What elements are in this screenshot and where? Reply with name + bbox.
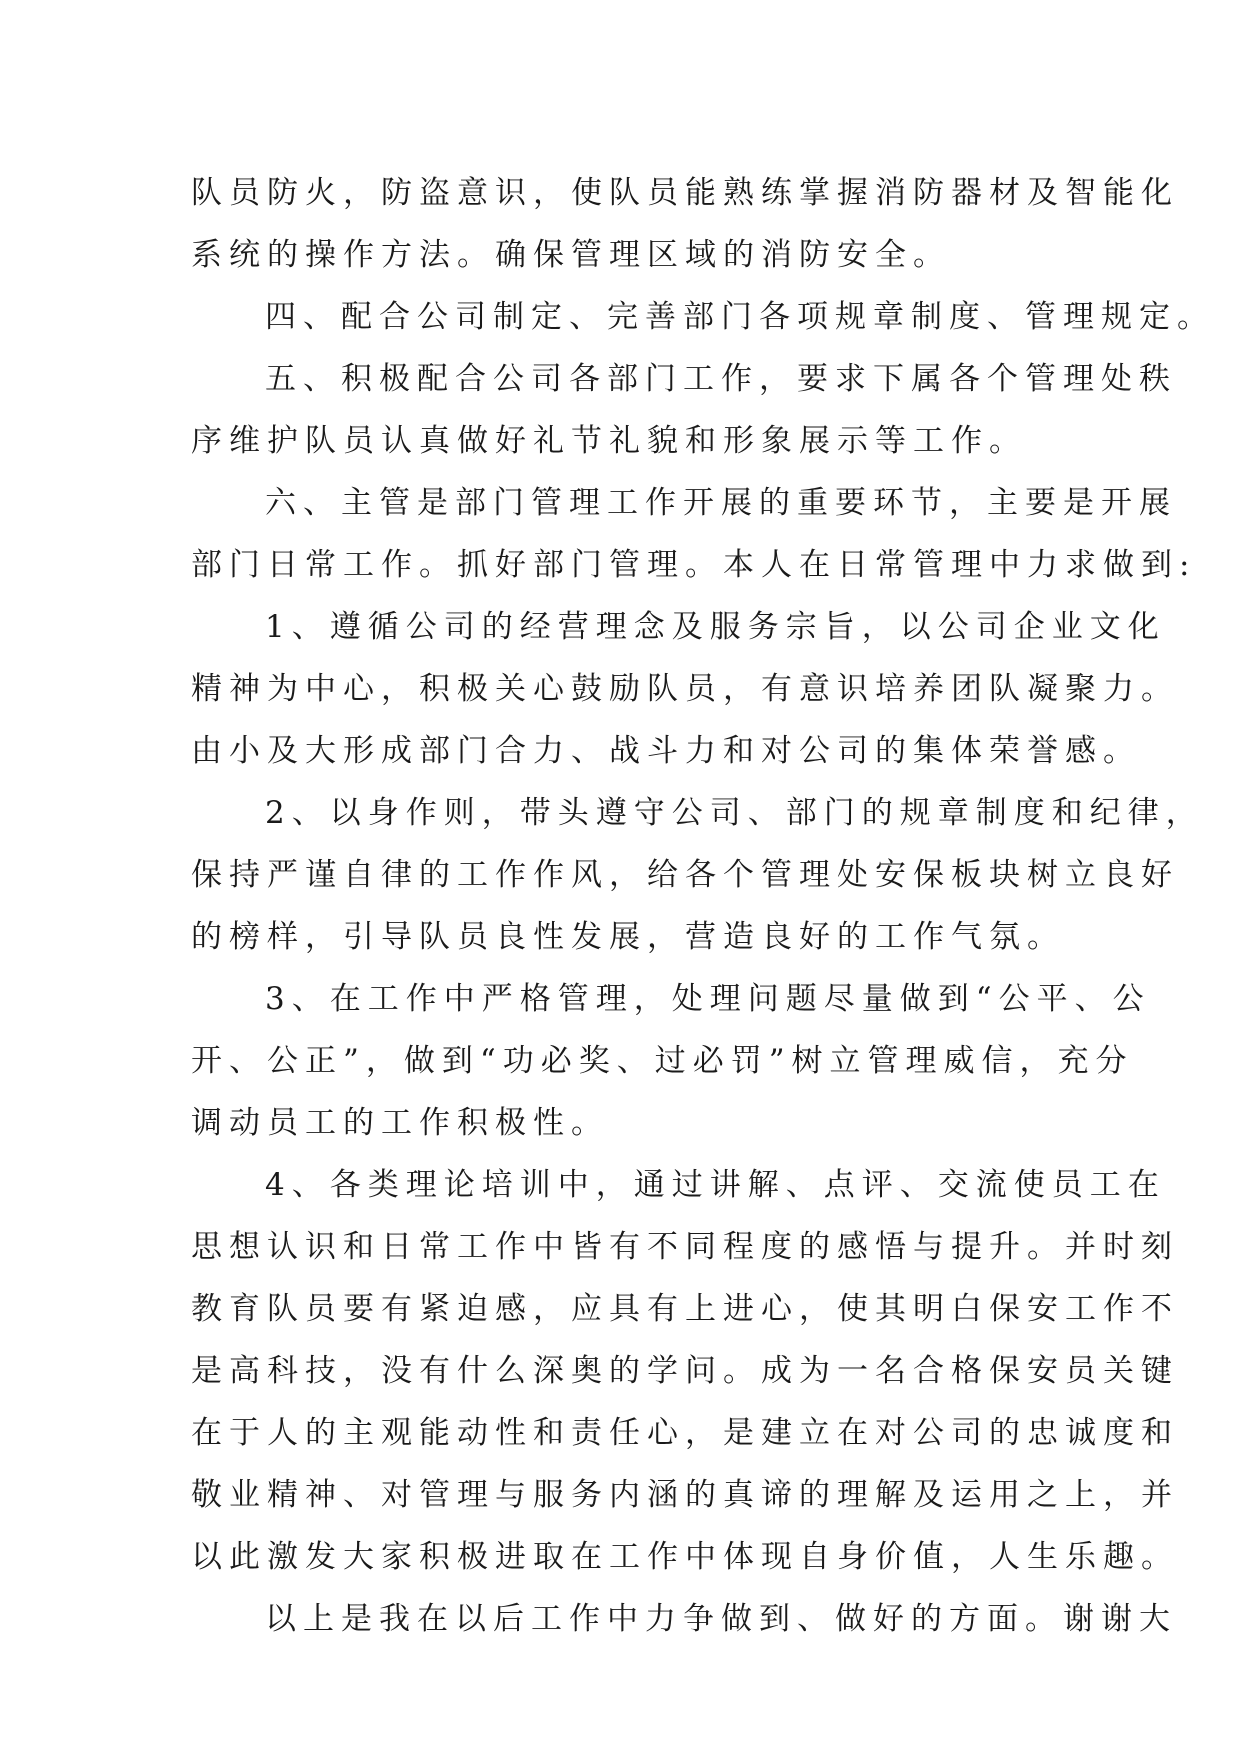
text-line: 精神为中心，积极关心鼓励队员，有意识培养团队凝聚力。 bbox=[191, 671, 1179, 707]
document-body bbox=[191, 162, 1215, 1650]
text-line: 开、公正”，做到“功必奖、过必罚”树立管理威信，充分 bbox=[191, 1043, 1134, 1079]
text-line: 保持严谨自律的工作作风，给各个管理处安保板块树立良好 bbox=[191, 857, 1179, 893]
text-line: 序维护队员认真做好礼节礼貌和形象展示等工作。 bbox=[191, 423, 1027, 459]
text-line: 思想认识和日常工作中皆有不同程度的感悟与提升。并时刻 bbox=[191, 1229, 1179, 1265]
text-line: 调动员工的工作积极性。 bbox=[191, 1105, 609, 1141]
text-line: 以上是我在以后工作中力争做到、做好的方面。谢谢大 bbox=[265, 1601, 1177, 1637]
text-line: 1、遵循公司的经营理念及服务宗旨，以公司企业文化 bbox=[265, 609, 1166, 645]
text-line: 系统的操作方法。确保管理区域的消防安全。 bbox=[191, 237, 951, 273]
text-line: 由小及大形成部门合力、战斗力和对公司的集体荣誉感。 bbox=[191, 733, 1141, 769]
text-line: 2、以身作则，带头遵守公司、部门的规章制度和纪律， bbox=[265, 795, 1204, 831]
text-line: 四、配合公司制定、完善部门各项规章制度、管理规定。 bbox=[265, 299, 1215, 335]
text-line: 在于人的主观能动性和责任心，是建立在对公司的忠诚度和 bbox=[191, 1415, 1179, 1451]
text-line: 3、在工作中严格管理，处理问题尽量做到“公平、公 bbox=[265, 981, 1151, 1017]
text-line: 敬业精神、对管理与服务内涵的真谛的理解及运用之上，并 bbox=[191, 1477, 1179, 1513]
text-line: 4、各类理论培训中，通过讲解、点评、交流使员工在 bbox=[265, 1167, 1166, 1203]
text-line: 六、主管是部门管理工作开展的重要环节，主要是开展 bbox=[265, 485, 1177, 521]
text-line: 教育队员要有紧迫感，应具有上进心，使其明白保安工作不 bbox=[191, 1291, 1179, 1327]
text-line: 的榜样，引导队员良性发展，营造良好的工作气氛。 bbox=[191, 919, 1065, 955]
text-line: 五、积极配合公司各部门工作，要求下属各个管理处秩 bbox=[265, 361, 1177, 397]
text-line: 队员防火，防盗意识，使队员能熟练掌握消防器材及智能化 bbox=[191, 175, 1179, 211]
text-line: 部门日常工作。抓好部门管理。本人在日常管理中力求做到: bbox=[191, 547, 1197, 583]
text-line: 以此激发大家积极进取在工作中体现自身价值，人生乐趣。 bbox=[191, 1539, 1179, 1575]
text-line: 是高科技，没有什么深奥的学问。成为一名合格保安员关键 bbox=[191, 1353, 1179, 1389]
